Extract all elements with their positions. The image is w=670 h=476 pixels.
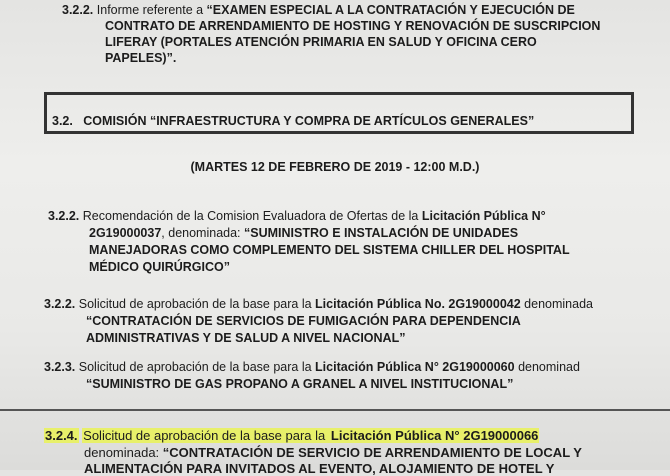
commission-box <box>44 92 634 134</box>
item-text: Recomendación de la Comision Evaluadora de Ofertas de la <box>82 209 422 223</box>
tender-ref: Licitación Pública No. 2G19000042 <box>315 297 521 311</box>
item1-line2: CONTRATO DE ARRENDAMIENTO DE HOSTING Y RENOVACIÓN DE SUSCRIPCION <box>105 19 601 33</box>
item1-line1 <box>62 3 575 17</box>
item4-line1 <box>44 360 580 374</box>
item-title: “EXAMEN ESPECIAL A LA CONTRATACIÓN Y EJECUCIÓN DE <box>206 3 575 17</box>
tender-ref: Licitación Pública N° 2G19000060 <box>315 360 515 374</box>
tender-ref: Licitación Pública N° <box>421 209 546 223</box>
item-title: “SUMINISTRO E INSTALACIÓN DE UNIDADES <box>244 226 519 240</box>
item2-line4: MÉDICO QUIRÚRGICO” <box>89 260 230 274</box>
item2-line2 <box>89 226 518 240</box>
item-number-highlighted: 3.2.4. <box>45 428 78 443</box>
item3-line2: “CONTRATACIÓN DE SERVICIOS DE FUMIGACIÓN PARA DEPENDENCIA <box>86 314 521 328</box>
item1-line3: LIFERAY (PORTALES ATENCIÓN PRIMARIA EN SALUD Y OFICINA CERO <box>105 35 537 49</box>
session-date: (MARTES 12 DE FEBRERO DE 2019 - 12:00 M.D.) <box>190 160 480 174</box>
item-text: denominad <box>514 360 580 374</box>
item-text-highlighted: Solicitud de aprobación de la base para la <box>83 428 329 443</box>
commission-heading <box>52 114 534 128</box>
item1-line4: PAPELES)”. <box>105 51 177 65</box>
tender-ref-highlighted: Licitación Pública N° 2G19000066 <box>330 428 539 443</box>
item-lead: Informe referente a <box>96 3 207 17</box>
item-text: denominada: <box>84 445 163 460</box>
item-text: Solicitud de aprobación de la base para la <box>78 297 316 311</box>
item3-line1 <box>44 297 593 311</box>
item4-line2: “SUMINISTRO DE GAS PROPANO A GRANEL A NIVEL INSTITUCIONAL” <box>86 377 514 391</box>
item5-line1 <box>44 429 539 443</box>
item5-line3: ALIMENTACIÓN PARA INVITADOS AL EVENTO, ALOJAMIENTO DE HOTEL Y <box>84 461 555 476</box>
commission-number: 3.2. <box>52 114 73 128</box>
section-divider <box>0 409 670 411</box>
item3-line3: ADMINISTRATIVAS Y DE SALUD A NIVEL NACIONAL” <box>86 331 406 345</box>
item2-line1 <box>48 209 546 223</box>
item2-line3: MANEJADORAS COMO COMPLEMENTO DEL SISTEMA CHILLER DEL HOSPITAL <box>89 243 570 257</box>
tender-number: 2G19000037 <box>89 226 162 240</box>
item-title: “CONTRATACIÓN DE SERVICIO DE ARRENDAMIENTO DE LOCAL Y <box>162 445 582 460</box>
item-text: , denominada: <box>161 226 244 240</box>
commission-title: COMISIÓN “INFRAESTRUCTURA Y COMPRA DE ARTÍCULOS GENERALES” <box>83 114 535 128</box>
item-number: 3.2.2. <box>62 3 94 17</box>
item-number: 3.2.2. <box>44 297 76 311</box>
item-text: denominada <box>520 297 593 311</box>
item-number: 3.2.3. <box>44 360 76 374</box>
item-number: 3.2.2. <box>48 209 80 223</box>
item5-line2 <box>84 446 582 460</box>
item-text: Solicitud de aprobación de la base para la <box>78 360 316 374</box>
